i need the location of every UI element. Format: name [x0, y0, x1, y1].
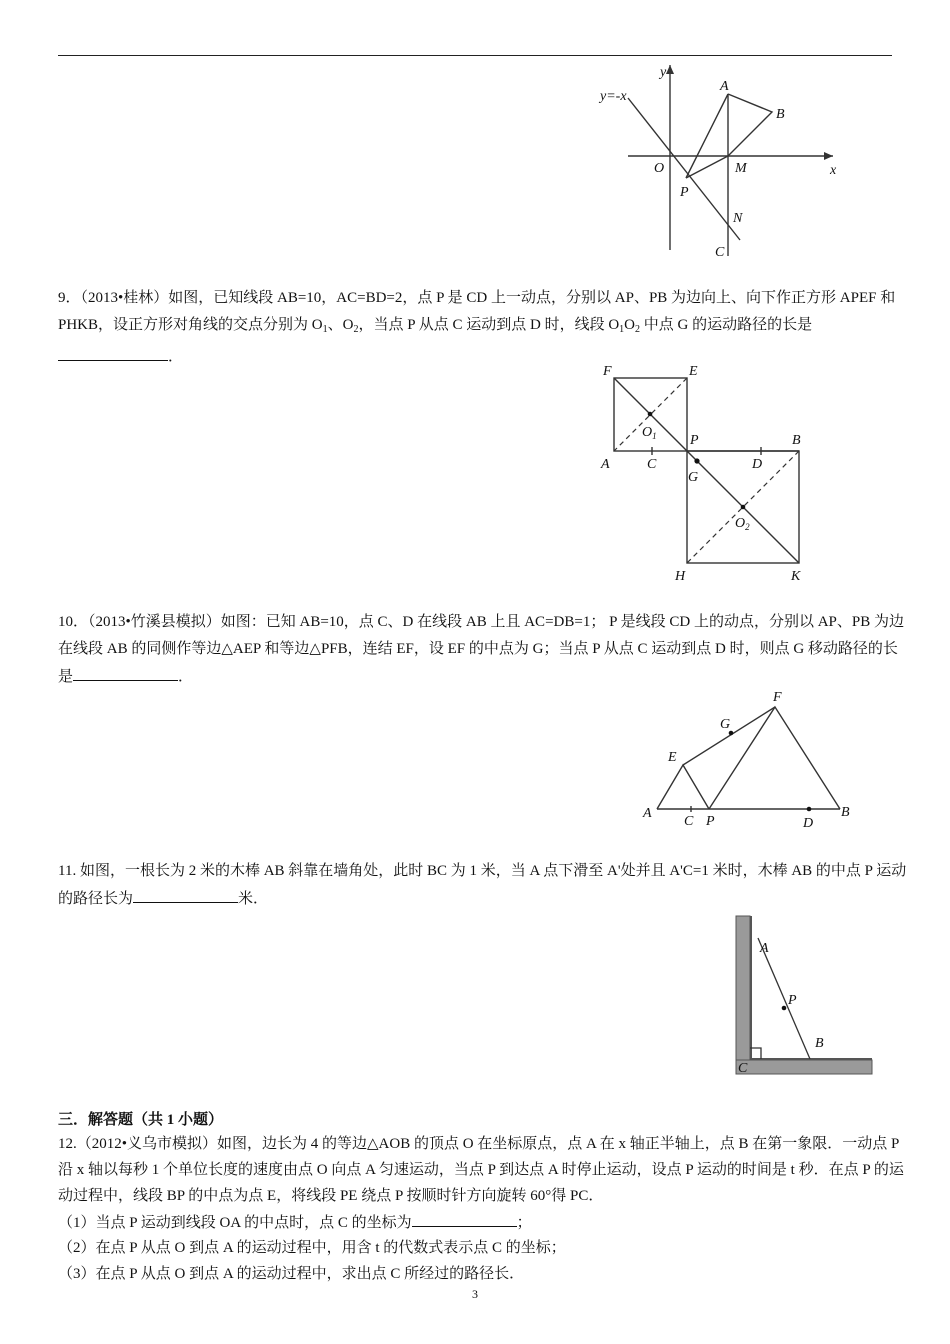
label-O1: $O_1$ [642, 425, 657, 441]
label-C: C [738, 1061, 748, 1076]
label-P: P [690, 433, 699, 448]
question-11: 11. 如图，一根长为 2 米的木棒 AB 斜靠在墙角处，此时 BC 为 1 米，当 A 点下滑至 A'处并且 A'C=1 米时，木棒 AB 的中点 P 运动的路径长为 米． [58, 863, 907, 907]
label-B: B [815, 1036, 824, 1051]
label-G: G [688, 470, 699, 485]
label-A: A [720, 79, 729, 94]
figure-q11 [730, 910, 880, 1080]
label-E: E [689, 364, 698, 379]
label-B: B [841, 805, 850, 820]
label-O: O [654, 161, 665, 176]
question-9: 9．（2013•桂林）如图，已知线段 AB=10，AC=BD=2，点 P 是 CD 上一动点，分别以 AP、PB 为边向上、向下作正方形 APEF 和 PHKB，设正方形对角线的交点分别为 $O_1$、$O_2$，当点 P 从点 C 运动到点 D 时，线段 $O_1O_2$ 中点 G 的运动路径的长是． [58, 290, 896, 365]
label-C: C [647, 457, 657, 472]
figure-q9 [595, 360, 825, 590]
page-number: 3 [472, 1287, 478, 1301]
label-C: C [684, 814, 694, 829]
question-12-part-1: （1）当点 P 运动到线段 OA 的中点时，点 C 的坐标为 ； [58, 1209, 908, 1236]
label-P: P [680, 185, 689, 200]
label-y: y [660, 65, 667, 80]
label-F: F [603, 364, 612, 379]
answer-blank-q10[interactable] [73, 663, 178, 681]
label-A: A [760, 941, 769, 956]
label-D: D [803, 816, 814, 831]
label-M: M [735, 161, 747, 176]
question-12-part-2: （2）在点 P 从点 O 到点 A 的运动过程中，用含 t 的代数式表示点 C 的坐标； [58, 1240, 566, 1256]
label-x: x [830, 163, 837, 178]
label-C: C [715, 245, 725, 260]
section-heading: 三．解答题（共 1 小题） [58, 1112, 224, 1128]
label-P: P [788, 993, 797, 1008]
label-P: P [706, 814, 715, 829]
question-10: 10．（2013•竹溪县模拟）如图：已知 AB=10，点 C、D 在线段 AB 上且 AC=DB=1； P 是线段 CD 上的动点，分别以 AP、PB 为边在线段 AB 的同侧作等边△AEP 和等边△PFB，连结 EF，设 EF 的中点为 G；当点 P 从点 C 运动到点 D 时，则点 G 移动路径的长是 ． [58, 614, 904, 685]
label-E: E [668, 750, 677, 765]
question-12-part-3: （3）在点 P 从点 O 到点 A 的运动过程中，求出点 C 所经过的路径长． [58, 1266, 525, 1282]
figure-q8 [590, 60, 850, 265]
label-F: F [773, 690, 782, 705]
label-D: D [752, 457, 763, 472]
question-12-intro: 12.（2012•义乌市模拟）如图，边长为 4 的等边△AOB 的顶点 O 在坐标原点，点 A 在 x 轴正半轴上，点 B 在第一象限．一动点 P 沿 x 轴以每秒 1 个单位长度的速度由点 O 向点 A 匀速运动，当点 P 到达点 A 时停止运动，设点 P 运动的时间是 t 秒．在点 P 的运动过程中，线段 BP 的中点为点 E，将线段 PE 绕点 P 按顺时针方向旋转 60°得 PC． [58, 1136, 904, 1204]
label-A: A [643, 806, 652, 821]
label-A: A [601, 457, 610, 472]
label-y-eq-minus-x: y=-x [600, 89, 627, 104]
answer-blank-q11[interactable] [133, 885, 238, 903]
answer-blank-q9[interactable] [58, 343, 168, 361]
label-H: H [675, 569, 686, 584]
header-rule [58, 55, 892, 56]
figure-q10 [640, 685, 860, 830]
answer-blank-q12[interactable] [412, 1209, 517, 1227]
label-K: K [791, 569, 801, 584]
label-B: B [792, 433, 801, 448]
label-O2: $O_2$ [735, 516, 750, 532]
label-G: G [720, 717, 731, 732]
label-N: N [733, 211, 743, 226]
label-B: B [776, 107, 785, 122]
